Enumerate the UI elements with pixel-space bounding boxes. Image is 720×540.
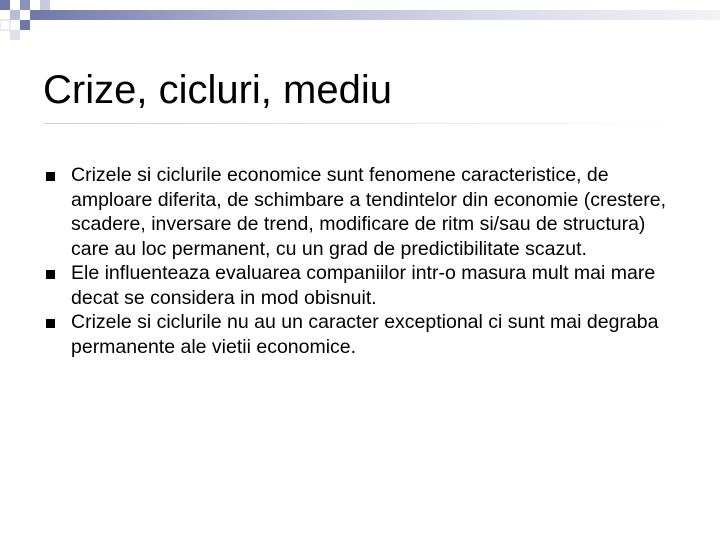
header-gradient-bar: [30, 10, 720, 20]
slide-title: Crize, cicluri, mediu: [43, 68, 392, 112]
decorative-header-band: [0, 0, 720, 42]
bullet-text: Ele influenteaza evaluarea companiilor intr-o masura mult mai mare decat se considera in mod obisnuit.: [71, 262, 656, 309]
bullet-text: Crizele si ciclurile economice sunt fenomene caracteristice, de amploare diferita, de schimbare a tendintelor din economie (crestere, scadere, inversare de trend, modificare de ritm si/sau de structura) care au loc permanent, cu un grad de predictibilitate scazut.: [71, 164, 667, 260]
bullet-item: [46, 261, 686, 310]
title-divider: [44, 123, 684, 124]
bullet-item: [46, 310, 686, 359]
square-bullet-icon: [46, 172, 55, 181]
checker-pattern-decoration: [0, 0, 720, 42]
square-bullet-icon: [46, 319, 55, 328]
bullet-list: [46, 163, 686, 359]
bullet-text: Crizele si ciclurile nu au un caracter exceptional ci sunt mai degraba permanente ale vietii economice.: [71, 311, 659, 358]
square-bullet-icon: [46, 270, 55, 279]
bullet-item: [46, 163, 686, 261]
